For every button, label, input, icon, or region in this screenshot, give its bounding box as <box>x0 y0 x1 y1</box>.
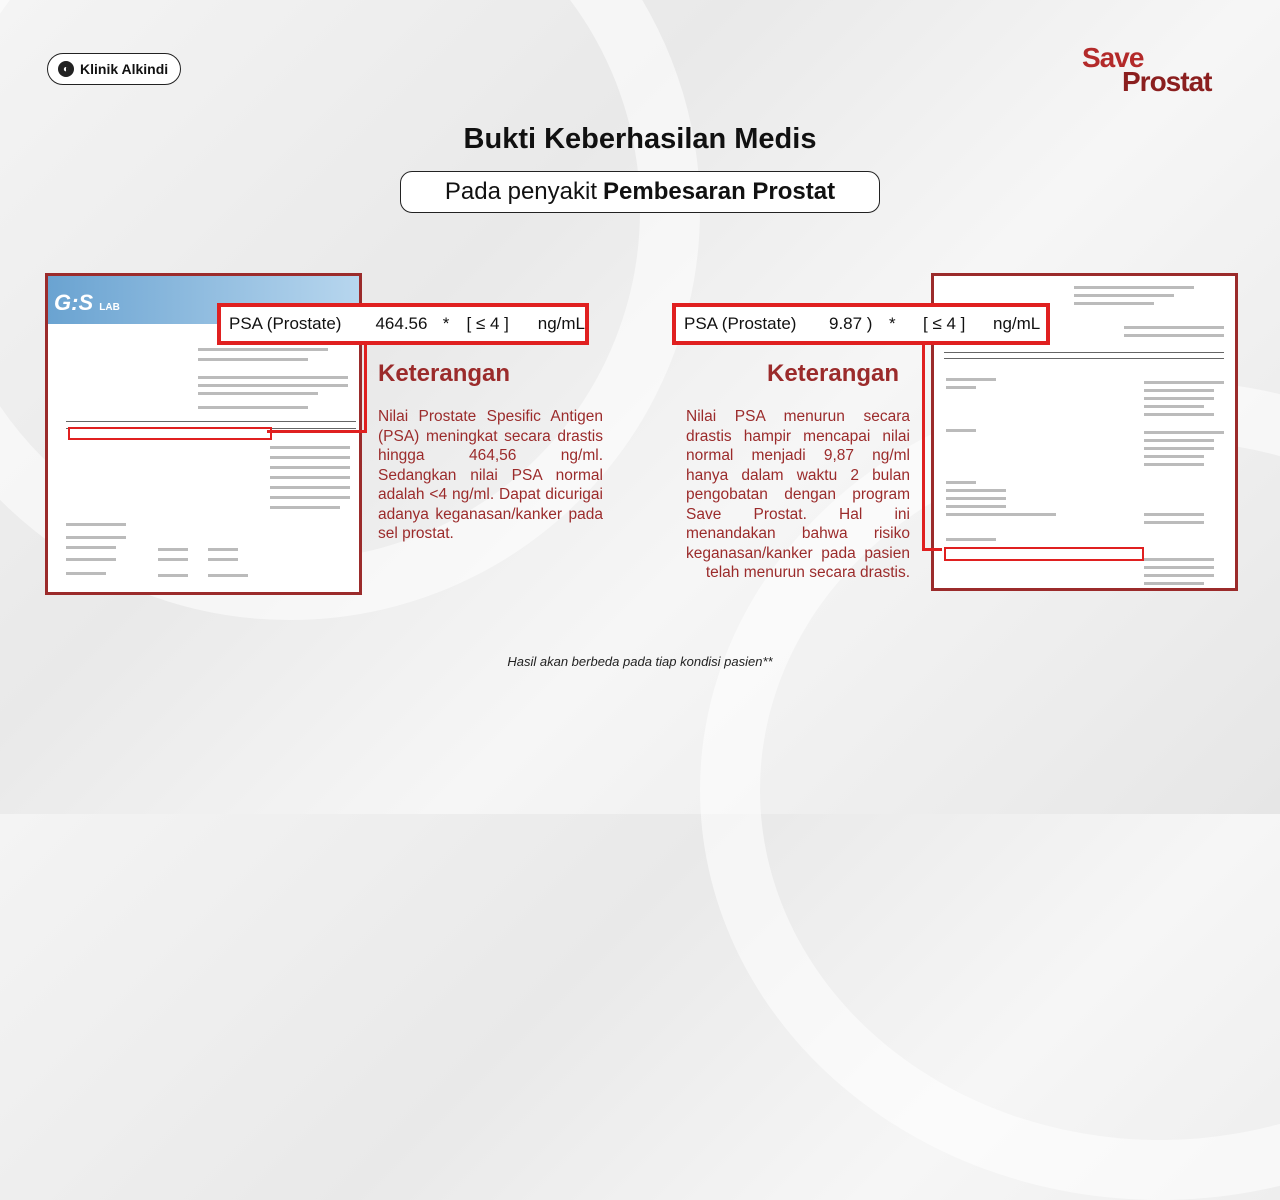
psa-unit: ng/mL <box>537 314 585 333</box>
psa-unit: ng/mL <box>993 314 1041 333</box>
psa-result-after <box>672 303 1050 345</box>
psa-label: PSA (Prostate) <box>684 314 797 333</box>
save-prostat-logo <box>1080 40 1240 100</box>
connector-line <box>364 343 367 432</box>
alkindi-icon: ◐ <box>58 61 74 77</box>
page-title: Bukti Keberhasilan Medis <box>463 123 817 155</box>
psa-value: 464.56 <box>375 314 428 333</box>
psa-row-highlight <box>944 547 1144 561</box>
subtitle-prefix: Pada penyakit <box>444 178 597 205</box>
psa-label: PSA (Prostate) <box>229 314 342 333</box>
brand-left-text: Klinik Alkindi <box>80 61 169 77</box>
gs-lab-logo: G:S LAB <box>54 290 120 315</box>
subtitle-box <box>400 171 880 213</box>
psa-value: 9.87 ) <box>829 314 873 333</box>
subtitle-bold: Pembesaran Prostat <box>603 178 836 205</box>
psa-range: [ ≤ 4 ] <box>466 314 509 333</box>
disclaimer-note: Hasil akan berbeda pada tiap kondisi pasien** <box>507 654 773 669</box>
keterangan-heading-right: Keterangan <box>767 360 900 387</box>
connector-line <box>922 548 942 551</box>
psa-row-highlight <box>68 427 272 440</box>
connector-line <box>922 343 925 550</box>
keterangan-text-right: Nilai PSA menurun secara drastis hampir mencapai nilai normal menjadi 9,87 ng/ml hanya dalam waktu 2 bulan pengobatan dengan program Save Prostat. Hal ini menandakan bahwa risiko keganasan/kanker pada pasien telah menurun secara drastis. <box>686 408 910 581</box>
psa-flag: * <box>442 314 450 333</box>
logo-line1: Save <box>1082 42 1144 73</box>
keterangan-text-left: Nilai Prostate Spesific Antigen (PSA) meningkat secara drastis hingga 464,56 ng/ml. Sedangkan nilai PSA normal adalah <4 ng/ml. Dapat dicurigai adanya keganasan/kanker pada sel prostat. <box>378 408 603 542</box>
psa-result-before <box>217 303 589 345</box>
logo-line2: Prostat <box>1122 66 1212 97</box>
connector-line <box>267 430 367 433</box>
klinik-alkindi-logo <box>47 53 181 85</box>
psa-range: [ ≤ 4 ] <box>923 314 966 333</box>
keterangan-heading-left: Keterangan <box>378 360 511 387</box>
psa-flag: * <box>889 314 896 333</box>
